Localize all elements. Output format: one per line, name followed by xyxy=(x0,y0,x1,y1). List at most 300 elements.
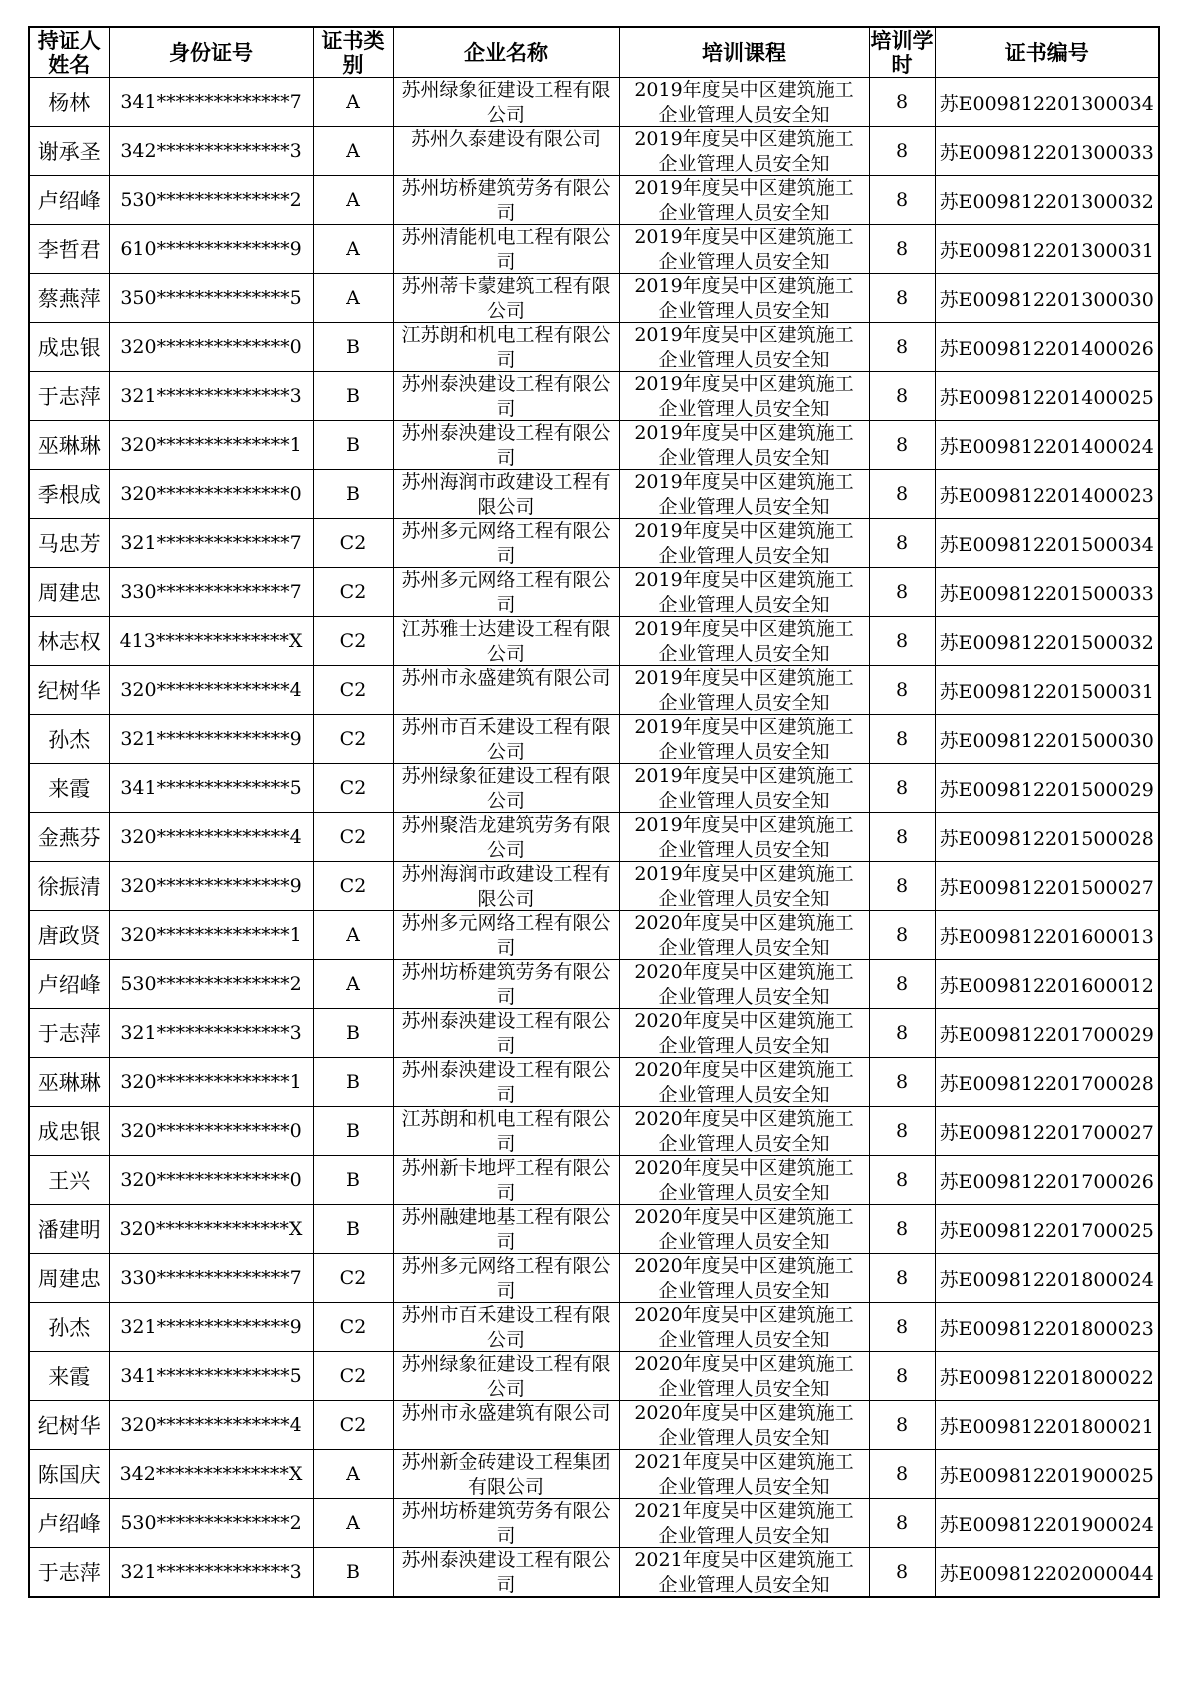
cell-hours: 8 xyxy=(869,78,935,127)
header-company: 企业名称 xyxy=(393,27,619,78)
cell-hours: 8 xyxy=(869,176,935,225)
cell-cert-type: B xyxy=(313,1009,393,1058)
cell-cert-type: C2 xyxy=(313,813,393,862)
cell-cert-type: C2 xyxy=(313,1303,393,1352)
cell-hours: 8 xyxy=(869,1009,935,1058)
cell-course-text: 2019年度吴中区建筑施工企业管理人员安全知 xyxy=(634,79,854,126)
cell-id-number: 350**************5 xyxy=(109,274,313,323)
cell-course xyxy=(619,421,869,470)
cell-cert-no: 苏E009812201300033 xyxy=(935,127,1159,176)
cell-id-number: 320**************9 xyxy=(109,862,313,911)
cell-id-number: 320**************0 xyxy=(109,1107,313,1156)
cell-company-text: 苏州泰泱建设工程有限公司 xyxy=(401,422,611,469)
cell-cert-no: 苏E009812201800021 xyxy=(935,1401,1159,1450)
cell-company-text: 苏州市永盛建筑有限公司 xyxy=(401,1402,611,1424)
table-row xyxy=(29,421,1159,470)
cell-name: 蔡燕萍 xyxy=(29,274,109,323)
cell-company xyxy=(393,1156,619,1205)
cell-company xyxy=(393,1499,619,1548)
cell-cert-no: 苏E009812201500029 xyxy=(935,764,1159,813)
cell-id-number: 320**************X xyxy=(109,1205,313,1254)
cell-hours: 8 xyxy=(869,127,935,176)
cell-id-number: 320**************4 xyxy=(109,1401,313,1450)
cell-id-number: 320**************1 xyxy=(109,421,313,470)
cell-company-text: 苏州清能机电工程有限公司 xyxy=(401,226,611,273)
cell-name: 潘建明 xyxy=(29,1205,109,1254)
cell-course xyxy=(619,1009,869,1058)
cell-name: 林志权 xyxy=(29,617,109,666)
cell-cert-no: 苏E009812201900025 xyxy=(935,1450,1159,1499)
cell-name: 谢承圣 xyxy=(29,127,109,176)
cell-cert-no: 苏E009812201500030 xyxy=(935,715,1159,764)
cell-cert-type: A xyxy=(313,274,393,323)
cell-cert-type: C2 xyxy=(313,568,393,617)
cell-name: 陈国庆 xyxy=(29,1450,109,1499)
table-row xyxy=(29,666,1159,715)
cell-cert-type: B xyxy=(313,1548,393,1598)
cell-course xyxy=(619,1401,869,1450)
cell-company xyxy=(393,225,619,274)
cell-course xyxy=(619,960,869,1009)
cell-company xyxy=(393,127,619,176)
cell-name: 周建忠 xyxy=(29,568,109,617)
cell-id-number: 341**************5 xyxy=(109,764,313,813)
cell-hours: 8 xyxy=(869,715,935,764)
cell-company-text: 苏州泰泱建设工程有限公司 xyxy=(401,373,611,420)
cell-cert-type: C2 xyxy=(313,715,393,764)
cell-company xyxy=(393,519,619,568)
cell-course xyxy=(619,568,869,617)
cell-name: 季根成 xyxy=(29,470,109,519)
cell-course-text: 2019年度吴中区建筑施工企业管理人员安全知 xyxy=(634,765,854,812)
cell-company xyxy=(393,274,619,323)
cell-cert-type: A xyxy=(313,960,393,1009)
table-row xyxy=(29,1352,1159,1401)
cell-cert-type: A xyxy=(313,911,393,960)
cell-hours: 8 xyxy=(869,1352,935,1401)
cell-hours: 8 xyxy=(869,519,935,568)
cell-company-text: 苏州聚浩龙建筑劳务有限公司 xyxy=(401,814,611,861)
cell-course xyxy=(619,78,869,127)
cell-cert-type: B xyxy=(313,1107,393,1156)
cell-hours: 8 xyxy=(869,372,935,421)
table-row xyxy=(29,813,1159,862)
table-row xyxy=(29,1450,1159,1499)
table-row xyxy=(29,715,1159,764)
cell-course-text: 2021年度吴中区建筑施工企业管理人员安全知 xyxy=(634,1451,854,1498)
cell-hours: 8 xyxy=(869,1401,935,1450)
cell-hours: 8 xyxy=(869,1205,935,1254)
header-row xyxy=(29,27,1159,78)
table-row xyxy=(29,1499,1159,1548)
cell-id-number: 320**************0 xyxy=(109,470,313,519)
cell-hours: 8 xyxy=(869,1107,935,1156)
cell-name: 于志萍 xyxy=(29,372,109,421)
cell-company xyxy=(393,715,619,764)
cell-company-text: 苏州多元网络工程有限公司 xyxy=(401,1255,611,1302)
cell-course-text: 2019年度吴中区建筑施工企业管理人员安全知 xyxy=(634,324,854,371)
cell-hours: 8 xyxy=(869,666,935,715)
cell-course-text: 2019年度吴中区建筑施工企业管理人员安全知 xyxy=(634,177,854,224)
cell-company xyxy=(393,1401,619,1450)
cell-id-number: 530**************2 xyxy=(109,176,313,225)
cell-hours: 8 xyxy=(869,274,935,323)
cell-company-text: 苏州泰泱建设工程有限公司 xyxy=(401,1549,611,1596)
cell-hours: 8 xyxy=(869,1303,935,1352)
cell-cert-no: 苏E009812201500031 xyxy=(935,666,1159,715)
cell-cert-no: 苏E009812201500033 xyxy=(935,568,1159,617)
cell-course-text: 2019年度吴中区建筑施工企业管理人员安全知 xyxy=(634,618,854,665)
cell-name: 孙杰 xyxy=(29,715,109,764)
cell-id-number: 320**************0 xyxy=(109,323,313,372)
table-row xyxy=(29,911,1159,960)
cell-company xyxy=(393,960,619,1009)
cell-course-text: 2019年度吴中区建筑施工企业管理人员安全知 xyxy=(634,128,854,175)
cell-id-number: 341**************7 xyxy=(109,78,313,127)
cell-name: 周建忠 xyxy=(29,1254,109,1303)
table-row xyxy=(29,372,1159,421)
cell-hours: 8 xyxy=(869,862,935,911)
cell-course xyxy=(619,274,869,323)
cell-course xyxy=(619,1352,869,1401)
cell-company-text: 苏州新卡地坪工程有限公司 xyxy=(401,1157,611,1204)
cell-hours: 8 xyxy=(869,1156,935,1205)
cell-course-text: 2020年度吴中区建筑施工企业管理人员安全知 xyxy=(634,1108,854,1155)
cell-hours: 8 xyxy=(869,568,935,617)
cell-course-text: 2019年度吴中区建筑施工企业管理人员安全知 xyxy=(634,373,854,420)
cell-company xyxy=(393,1303,619,1352)
table-row xyxy=(29,617,1159,666)
cell-name: 成忠银 xyxy=(29,323,109,372)
table-row xyxy=(29,78,1159,127)
cell-course xyxy=(619,323,869,372)
cell-company-text: 苏州坊桥建筑劳务有限公司 xyxy=(401,177,611,224)
cell-course-text: 2020年度吴中区建筑施工企业管理人员安全知 xyxy=(634,912,854,959)
cell-company-text: 苏州海润市政建设工程有限公司 xyxy=(401,863,611,910)
cell-hours: 8 xyxy=(869,1058,935,1107)
cell-name: 巫琳琳 xyxy=(29,421,109,470)
cell-id-number: 341**************5 xyxy=(109,1352,313,1401)
cell-name: 李哲君 xyxy=(29,225,109,274)
cell-course-text: 2020年度吴中区建筑施工企业管理人员安全知 xyxy=(634,1353,854,1400)
cell-company-text: 苏州绿象征建设工程有限公司 xyxy=(401,765,611,812)
cell-name: 于志萍 xyxy=(29,1548,109,1598)
table-row xyxy=(29,274,1159,323)
cell-cert-type: C2 xyxy=(313,519,393,568)
cell-course xyxy=(619,1205,869,1254)
cell-id-number: 342**************X xyxy=(109,1450,313,1499)
cell-company xyxy=(393,1450,619,1499)
cell-cert-type: A xyxy=(313,78,393,127)
cell-company xyxy=(393,1058,619,1107)
cell-cert-type: B xyxy=(313,372,393,421)
cell-company-text: 苏州泰泱建设工程有限公司 xyxy=(401,1010,611,1057)
cell-course-text: 2019年度吴中区建筑施工企业管理人员安全知 xyxy=(634,275,854,322)
cell-course xyxy=(619,372,869,421)
cell-course xyxy=(619,1107,869,1156)
cell-company xyxy=(393,1352,619,1401)
cell-course xyxy=(619,911,869,960)
cell-company xyxy=(393,78,619,127)
cell-cert-type: A xyxy=(313,1499,393,1548)
cell-name: 卢绍峰 xyxy=(29,1499,109,1548)
cell-id-number: 320**************4 xyxy=(109,813,313,862)
cell-company-text: 苏州海润市政建设工程有限公司 xyxy=(401,471,611,518)
header-id-number: 身份证号 xyxy=(109,27,313,78)
cell-company-text: 苏州坊桥建筑劳务有限公司 xyxy=(401,961,611,1008)
cell-course-text: 2019年度吴中区建筑施工企业管理人员安全知 xyxy=(634,520,854,567)
cell-course xyxy=(619,764,869,813)
cell-company xyxy=(393,323,619,372)
table-row xyxy=(29,764,1159,813)
table-row xyxy=(29,176,1159,225)
header-hours: 培训学时 xyxy=(870,28,934,77)
cell-cert-no: 苏E009812201700029 xyxy=(935,1009,1159,1058)
cell-course xyxy=(619,715,869,764)
cell-company xyxy=(393,1254,619,1303)
cell-id-number: 413**************X xyxy=(109,617,313,666)
cell-company xyxy=(393,1009,619,1058)
cell-course xyxy=(619,862,869,911)
cell-course xyxy=(619,127,869,176)
table-row xyxy=(29,1107,1159,1156)
cell-course-text: 2020年度吴中区建筑施工企业管理人员安全知 xyxy=(634,1157,854,1204)
cell-cert-no: 苏E009812201700028 xyxy=(935,1058,1159,1107)
cell-cert-type: C2 xyxy=(313,666,393,715)
cell-course xyxy=(619,519,869,568)
cell-course xyxy=(619,1303,869,1352)
cell-course-text: 2021年度吴中区建筑施工企业管理人员安全知 xyxy=(634,1549,854,1596)
cell-cert-no: 苏E009812201500034 xyxy=(935,519,1159,568)
cell-name: 杨林 xyxy=(29,78,109,127)
cell-company xyxy=(393,1107,619,1156)
cell-cert-no: 苏E009812201600012 xyxy=(935,960,1159,1009)
cell-course-text: 2019年度吴中区建筑施工企业管理人员安全知 xyxy=(634,422,854,469)
cell-course xyxy=(619,666,869,715)
cell-company xyxy=(393,421,619,470)
cell-id-number: 320**************0 xyxy=(109,1156,313,1205)
cell-company-text: 苏州绿象征建设工程有限公司 xyxy=(401,79,611,126)
table-row xyxy=(29,1205,1159,1254)
cell-company-text: 江苏雅士达建设工程有限公司 xyxy=(401,618,611,665)
cell-name: 卢绍峰 xyxy=(29,176,109,225)
cell-name: 金燕芬 xyxy=(29,813,109,862)
cell-hours: 8 xyxy=(869,1548,935,1598)
cell-cert-no: 苏E009812201400024 xyxy=(935,421,1159,470)
cell-cert-type: C2 xyxy=(313,617,393,666)
cell-hours: 8 xyxy=(869,960,935,1009)
cell-company-text: 苏州多元网络工程有限公司 xyxy=(401,912,611,959)
cell-id-number: 321**************3 xyxy=(109,372,313,421)
cell-cert-no: 苏E009812201900024 xyxy=(935,1499,1159,1548)
cell-company-text: 苏州融建地基工程有限公司 xyxy=(401,1206,611,1253)
table-row xyxy=(29,1156,1159,1205)
cell-cert-type: B xyxy=(313,323,393,372)
cell-cert-no: 苏E009812201300032 xyxy=(935,176,1159,225)
cell-cert-no: 苏E009812201400026 xyxy=(935,323,1159,372)
cell-cert-no: 苏E009812201700026 xyxy=(935,1156,1159,1205)
cell-cert-type: B xyxy=(313,421,393,470)
cell-cert-type: C2 xyxy=(313,862,393,911)
cell-cert-no: 苏E009812201500028 xyxy=(935,813,1159,862)
cell-hours: 8 xyxy=(869,225,935,274)
cell-cert-no: 苏E009812201800022 xyxy=(935,1352,1159,1401)
cell-course-text: 2019年度吴中区建筑施工企业管理人员安全知 xyxy=(634,471,854,518)
cell-cert-type: B xyxy=(313,470,393,519)
cell-id-number: 321**************9 xyxy=(109,715,313,764)
cell-course xyxy=(619,617,869,666)
cell-company-text: 苏州新金砖建设工程集团有限公司 xyxy=(401,1451,611,1498)
cell-id-number: 320**************1 xyxy=(109,1058,313,1107)
cell-name: 成忠银 xyxy=(29,1107,109,1156)
cell-hours: 8 xyxy=(869,617,935,666)
cell-company-text: 苏州绿象征建设工程有限公司 xyxy=(401,1353,611,1400)
cell-company-text: 苏州市百禾建设工程有限公司 xyxy=(401,1304,611,1351)
cell-id-number: 321**************3 xyxy=(109,1009,313,1058)
cell-course-text: 2019年度吴中区建筑施工企业管理人员安全知 xyxy=(634,667,854,714)
cell-course xyxy=(619,176,869,225)
table-header xyxy=(29,27,1159,78)
cell-cert-no: 苏E009812201300030 xyxy=(935,274,1159,323)
cell-course-text: 2020年度吴中区建筑施工企业管理人员安全知 xyxy=(634,1255,854,1302)
cell-cert-no: 苏E009812201300031 xyxy=(935,225,1159,274)
header-course: 培训课程 xyxy=(619,27,869,78)
cell-name: 孙杰 xyxy=(29,1303,109,1352)
cell-company-text: 苏州久泰建设有限公司 xyxy=(410,128,601,150)
cell-cert-type: B xyxy=(313,1058,393,1107)
cell-company-text: 苏州坊桥建筑劳务有限公司 xyxy=(401,1500,611,1547)
cell-company-text: 苏州市百禾建设工程有限公司 xyxy=(401,716,611,763)
cell-id-number: 321**************3 xyxy=(109,1548,313,1598)
cell-course-text: 2019年度吴中区建筑施工企业管理人员安全知 xyxy=(634,814,854,861)
cell-cert-type: B xyxy=(313,1156,393,1205)
cell-course xyxy=(619,813,869,862)
cell-course-text: 2020年度吴中区建筑施工企业管理人员安全知 xyxy=(634,1010,854,1057)
cell-course xyxy=(619,1058,869,1107)
cell-cert-type: A xyxy=(313,1450,393,1499)
table-row xyxy=(29,862,1159,911)
cell-cert-type: C2 xyxy=(313,1352,393,1401)
cell-cert-type: A xyxy=(313,127,393,176)
cell-name: 巫琳琳 xyxy=(29,1058,109,1107)
certificate-table xyxy=(28,26,1160,1598)
table-row xyxy=(29,1009,1159,1058)
cell-id-number: 342**************3 xyxy=(109,127,313,176)
table-row xyxy=(29,225,1159,274)
cell-company-text: 苏州泰泱建设工程有限公司 xyxy=(401,1059,611,1106)
cell-name: 唐政贤 xyxy=(29,911,109,960)
cell-course-text: 2020年度吴中区建筑施工企业管理人员安全知 xyxy=(634,961,854,1008)
cell-course-text: 2019年度吴中区建筑施工企业管理人员安全知 xyxy=(634,226,854,273)
cell-hours: 8 xyxy=(869,813,935,862)
table-row xyxy=(29,1401,1159,1450)
cell-hours: 8 xyxy=(869,470,935,519)
cell-course-text: 2020年度吴中区建筑施工企业管理人员安全知 xyxy=(634,1206,854,1253)
cell-course xyxy=(619,1254,869,1303)
cell-id-number: 321**************7 xyxy=(109,519,313,568)
cell-hours: 8 xyxy=(869,911,935,960)
cell-company xyxy=(393,617,619,666)
cell-cert-no: 苏E009812202000044 xyxy=(935,1548,1159,1598)
table-row xyxy=(29,519,1159,568)
cell-company-text: 苏州蒂卡蒙建筑工程有限公司 xyxy=(401,275,611,322)
header-cert-type: 证书类别 xyxy=(313,27,393,78)
cell-name: 纪树华 xyxy=(29,666,109,715)
cell-id-number: 530**************2 xyxy=(109,1499,313,1548)
cell-course-text: 2020年度吴中区建筑施工企业管理人员安全知 xyxy=(634,1059,854,1106)
cell-id-number: 320**************4 xyxy=(109,666,313,715)
cell-company xyxy=(393,911,619,960)
cell-course-text: 2019年度吴中区建筑施工企业管理人员安全知 xyxy=(634,863,854,910)
table-row xyxy=(29,568,1159,617)
cell-cert-no: 苏E009812201400023 xyxy=(935,470,1159,519)
cell-company-text: 苏州多元网络工程有限公司 xyxy=(401,569,611,616)
cell-hours: 8 xyxy=(869,421,935,470)
cell-company-text: 苏州多元网络工程有限公司 xyxy=(401,520,611,567)
cell-hours: 8 xyxy=(869,1450,935,1499)
cell-cert-no: 苏E009812201300034 xyxy=(935,78,1159,127)
cell-course xyxy=(619,1548,869,1598)
cell-course-text: 2020年度吴中区建筑施工企业管理人员安全知 xyxy=(634,1304,854,1351)
cell-cert-no: 苏E009812201800024 xyxy=(935,1254,1159,1303)
cell-name: 来霞 xyxy=(29,764,109,813)
cell-cert-no: 苏E009812201500027 xyxy=(935,862,1159,911)
cell-id-number: 330**************7 xyxy=(109,568,313,617)
cell-course xyxy=(619,225,869,274)
cell-company xyxy=(393,568,619,617)
cell-cert-no: 苏E009812201600013 xyxy=(935,911,1159,960)
cell-cert-type: C2 xyxy=(313,1401,393,1450)
table-row xyxy=(29,1058,1159,1107)
cell-cert-type: C2 xyxy=(313,764,393,813)
cell-course xyxy=(619,470,869,519)
cell-course-text: 2019年度吴中区建筑施工企业管理人员安全知 xyxy=(634,569,854,616)
cell-cert-type: A xyxy=(313,176,393,225)
cell-course-text: 2021年度吴中区建筑施工企业管理人员安全知 xyxy=(634,1500,854,1547)
cell-id-number: 530**************2 xyxy=(109,960,313,1009)
table-row xyxy=(29,1303,1159,1352)
cell-name: 纪树华 xyxy=(29,1401,109,1450)
cell-company xyxy=(393,176,619,225)
cell-name: 于志萍 xyxy=(29,1009,109,1058)
cell-course xyxy=(619,1156,869,1205)
cell-company xyxy=(393,470,619,519)
cell-company xyxy=(393,862,619,911)
table-row xyxy=(29,1254,1159,1303)
cell-company xyxy=(393,813,619,862)
cell-course-text: 2020年度吴中区建筑施工企业管理人员安全知 xyxy=(634,1402,854,1449)
table-row xyxy=(29,1548,1159,1598)
cell-name: 卢绍峰 xyxy=(29,960,109,1009)
table-body xyxy=(29,78,1159,1598)
cell-cert-no: 苏E009812201500032 xyxy=(935,617,1159,666)
cell-id-number: 610**************9 xyxy=(109,225,313,274)
cell-company xyxy=(393,666,619,715)
cell-name: 来霞 xyxy=(29,1352,109,1401)
cell-cert-no: 苏E009812201800023 xyxy=(935,1303,1159,1352)
cell-id-number: 330**************7 xyxy=(109,1254,313,1303)
cell-cert-no: 苏E009812201700025 xyxy=(935,1205,1159,1254)
cell-cert-type: B xyxy=(313,1205,393,1254)
cell-name: 马忠芳 xyxy=(29,519,109,568)
cell-id-number: 321**************9 xyxy=(109,1303,313,1352)
header-cert-no: 证书编号 xyxy=(935,27,1159,78)
cell-hours: 8 xyxy=(869,764,935,813)
cell-company xyxy=(393,1548,619,1598)
table-row xyxy=(29,470,1159,519)
cell-cert-no: 苏E009812201700027 xyxy=(935,1107,1159,1156)
cell-hours: 8 xyxy=(869,1499,935,1548)
